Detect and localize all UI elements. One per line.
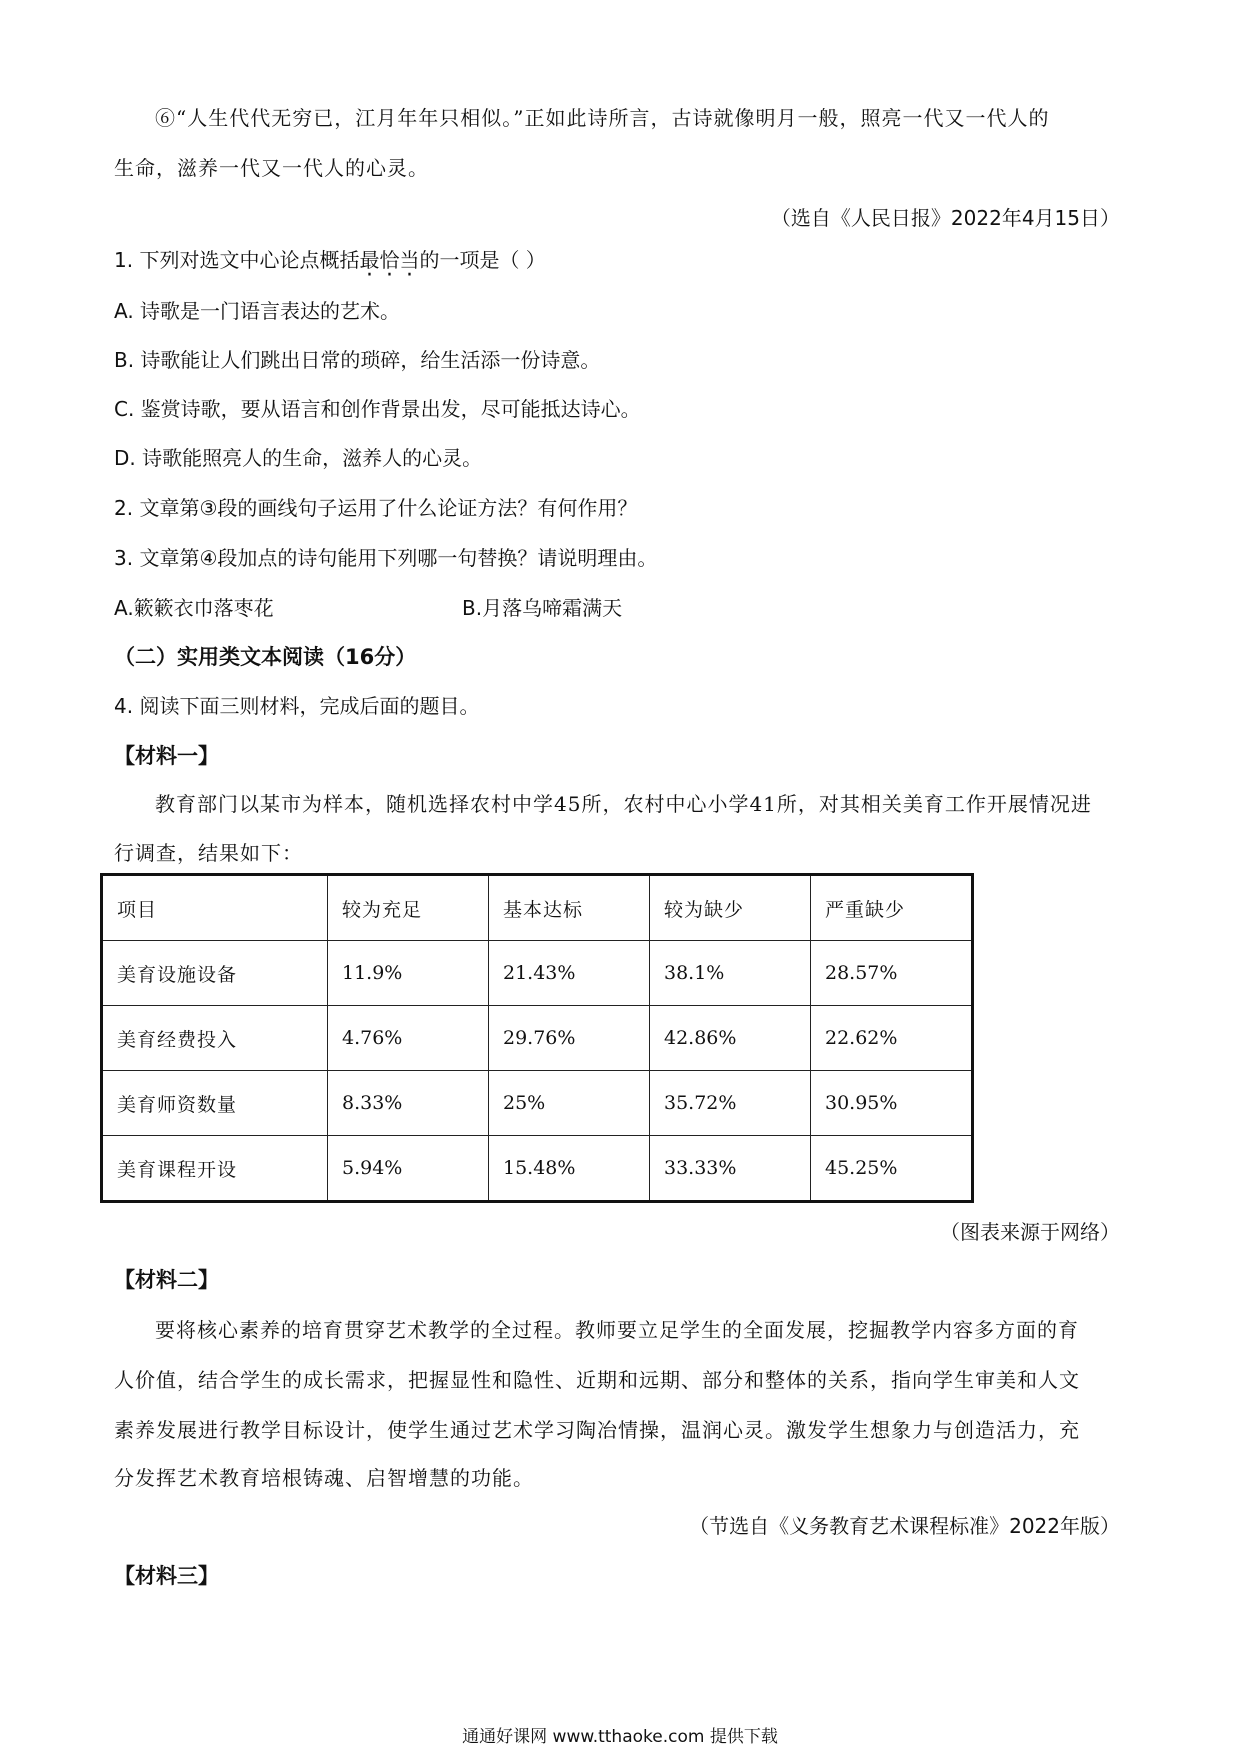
question-1-option-b: B. 诗歌能让人们跳出日常的琐碎，给生活添一份诗意。 (114, 348, 601, 372)
question-1-option-a: A. 诗歌是一门语言表达的艺术。 (114, 299, 401, 323)
table-header-cell: 项目 (102, 875, 328, 941)
section-heading: （二）实用类文本阅读（16分） (114, 645, 417, 669)
table-header-cell: 较为充足 (328, 875, 489, 941)
question-3-option-b: B.月落乌啼霜满天 (462, 596, 623, 620)
table-cell: 22.62% (811, 1006, 973, 1071)
table-row (102, 1006, 973, 1071)
table-cell: 35.72% (650, 1071, 811, 1136)
table-header-cell: 严重缺少 (811, 875, 973, 941)
material-1-label: 【材料一】 (114, 744, 219, 768)
table-cell: 8.33% (328, 1071, 489, 1136)
question-3: 3. 文章第④段加点的诗句能用下列哪一句替换？请说明理由。 (114, 546, 658, 570)
question-1 (114, 246, 546, 274)
table-row (102, 941, 973, 1006)
passage-line-2: 生命，滋养一代又一代人的心灵。 (114, 156, 429, 180)
question-1-stem-after: 的一项是（ ） (419, 248, 546, 272)
table-cell: 21.43% (489, 941, 650, 1006)
material-2-line-3: 素养发展进行教学目标设计，使学生通过艺术学习陶冶情操，温润心灵。激发学生想象力与创造活力，充 (114, 1418, 1080, 1442)
material-2-label: 【材料二】 (114, 1268, 219, 1292)
material-1-line-1: 教育部门以某市为样本，随机选择农村中学45所，农村中心小学41所，对其相关美育工作开展情况进 (155, 792, 1092, 816)
table-cell: 29.76% (489, 1006, 650, 1071)
table-cell: 38.1% (650, 941, 811, 1006)
table-cell: 30.95% (811, 1071, 973, 1136)
table-header-cell: 较为缺少 (650, 875, 811, 941)
table-header-row (102, 875, 973, 941)
table-cell: 美育设施设备 (102, 941, 328, 1006)
table-cell: 28.57% (811, 941, 973, 1006)
passage-line-1: ⑥“人生代代无穷已，江月年年只相似。”正如此诗所言，古诗就像明月一般，照亮一代又一代人的 (155, 106, 1050, 130)
question-2: 2. 文章第③段的画线句子运用了什么论证方法？有何作用？ (114, 496, 638, 520)
table-cell: 33.33% (650, 1136, 811, 1202)
question-1-stem-before: 1. 下列对选文中心论点概括 (114, 248, 360, 272)
table-cell: 45.25% (811, 1136, 973, 1202)
table-cell: 5.94% (328, 1136, 489, 1202)
passage-source: （选自《人民日报》2022年4月15日） (770, 206, 1120, 230)
question-1-option-c: C. 鉴赏诗歌，要从语言和创作背景出发，尽可能抵达诗心。 (114, 397, 641, 421)
table-cell: 42.86% (650, 1006, 811, 1071)
emphasis-char: 最 (359, 248, 380, 272)
survey-table (100, 873, 974, 1203)
table-cell: 11.9% (328, 941, 489, 1006)
table-cell: 美育课程开设 (102, 1136, 328, 1202)
material-3-label: 【材料三】 (114, 1564, 219, 1588)
table-cell: 美育师资数量 (102, 1071, 328, 1136)
material-2-line-4: 分发挥艺术教育培根铸魂、启智增慧的功能。 (114, 1466, 534, 1490)
page-footer: 通通好课网 www.tthaoke.com 提供下载 (462, 1727, 778, 1747)
material-2-line-2: 人价值，结合学生的成长需求，把握显性和隐性、近期和远期、部分和整体的关系，指向学生审美和人文 (114, 1368, 1080, 1392)
table-source: （图表来源于网络） (940, 1220, 1120, 1244)
table-cell: 4.76% (328, 1006, 489, 1071)
material-2-line-1: 要将核心素养的培育贯穿艺术教学的全过程。教师要立足学生的全面发展，挖掘教学内容多方面的育 (155, 1318, 1079, 1342)
table-header-cell: 基本达标 (489, 875, 650, 941)
question-4: 4. 阅读下面三则材料，完成后面的题目。 (114, 694, 480, 718)
material-1-line-2: 行调查，结果如下： (114, 841, 303, 865)
table-row (102, 1071, 973, 1136)
material-2-source: （节选自《义务教育艺术课程标准》2022年版） (689, 1514, 1120, 1538)
question-3-option-a: A.簌簌衣巾落枣花 (114, 596, 274, 620)
table-row (102, 1136, 973, 1202)
question-1-option-d: D. 诗歌能照亮人的生命，滋养人的心灵。 (114, 446, 483, 470)
table-cell: 美育经费投入 (102, 1006, 328, 1071)
table-cell: 15.48% (489, 1136, 650, 1202)
table-cell: 25% (489, 1071, 650, 1136)
emphasis-char: 恰 (379, 248, 400, 272)
emphasis-char: 当 (399, 248, 420, 272)
